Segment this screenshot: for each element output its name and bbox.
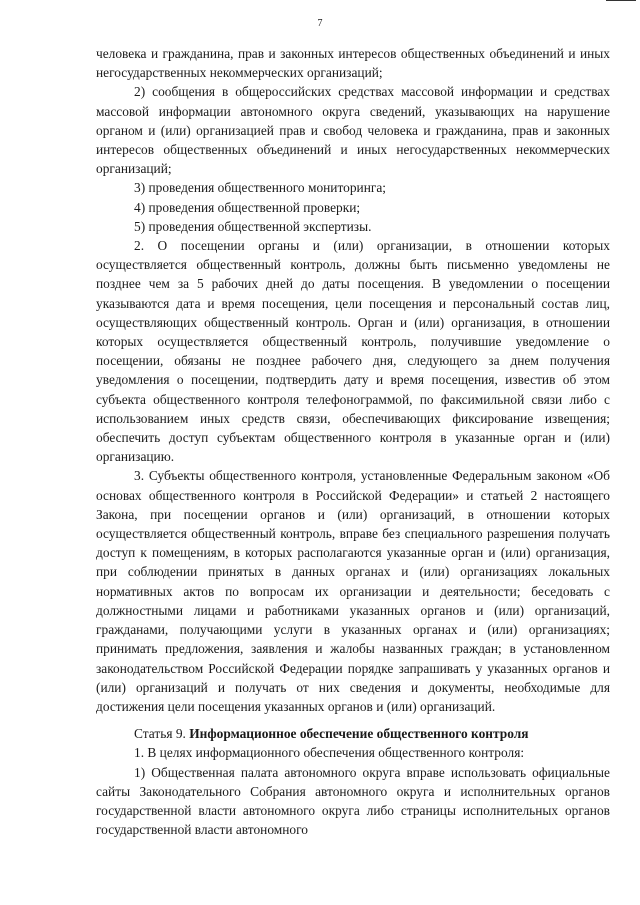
paragraph: человека и гражданина, прав и законных интересов общественных объединений и иных негосударственных некоммерческих организаций; bbox=[96, 46, 610, 81]
document-body bbox=[96, 44, 610, 839]
article-title: Информационное обеспечение общественного контроля bbox=[189, 726, 529, 742]
paragraph: 3. Субъекты общественного контроля, установленные Федеральным законом «Об основах общественного контроля в Российской Федерации» и статьей 2 настоящего Закона, при посещении органов и (или) организаций, в отношении которых осуществляется общественный контроль, вправе без специального разрешения получать доступ к помещениям, в которых располагаются указанные орган и (или) организация, при соблюдении принятых в данных органах и (или) организациях локальных нормативных актов по вопросам их организации и деятельности; беседовать с должностными лицами и работниками указанных органов и (или) организаций, гражданами, получающими услуги в указанных органах и (или) организациях; принимать предложения, заявления и жалобы названных граждан; в установленном законодательством Российской Федерации порядке запрашивать у указанных органов и (или) организаций и получать от них сведения и документы, необходимые для достижения цели посещения указанных органов и (или) организаций. bbox=[96, 468, 610, 714]
paragraph: 2. О посещении органы и (или) организации, в отношении которых осуществляется общественный контроль, должны быть письменно уведомлены не позднее чем за 5 рабочих дней до даты посещения. В уведомлении о посещении указываются дата и время посещения, цели посещения и персональный состав лиц, осуществляющих общественный контроль. Орган и (или) организация, в отношении которых осуществляется общественный контроль, получившие уведомление о посещении, обязаны не позднее рабочего дня, следующего за днем получения уведомления о посещении, подтвердить дату и время посещения, известив об этом субъекта общественного контроля телефонограммой, по факсимильной связи либо с использованием иных средств связи, обеспечивающих фиксирование извещения; обеспечить доступ субъектам общественного контроля в указанные орган и (или) организацию. bbox=[96, 238, 610, 465]
paragraph: 4) проведения общественной проверки; bbox=[134, 199, 361, 215]
article-heading bbox=[96, 724, 610, 743]
paragraph: 5) проведения общественной экспертизы. bbox=[134, 218, 372, 234]
article-number: Статья 9. bbox=[134, 726, 190, 742]
scan-corner-mark bbox=[606, 0, 636, 3]
paragraph: 3) проведения общественного мониторинга; bbox=[134, 180, 387, 196]
paragraph: 1. В целях информационного обеспечения общественного контроля: bbox=[134, 745, 525, 761]
paragraph: 2) сообщения в общероссийских средствах массовой информации и средствах массовой информации автономного округа сведений, указывающих на нарушение органом и (или) организацией прав и свобод человека и гражданина, прав и законных интересов общественных объединений и иных негосударственных некоммерческих организаций; bbox=[96, 84, 610, 177]
paragraph: 1) Общественная палата автономного округа вправе использовать официальные сайты Законодательного Собрания автономного округа и исполнительных органов государственной власти автономного округа либо страницы исполнительных органов государственной власти автономного bbox=[96, 764, 610, 838]
page-number: 7 bbox=[317, 18, 323, 29]
